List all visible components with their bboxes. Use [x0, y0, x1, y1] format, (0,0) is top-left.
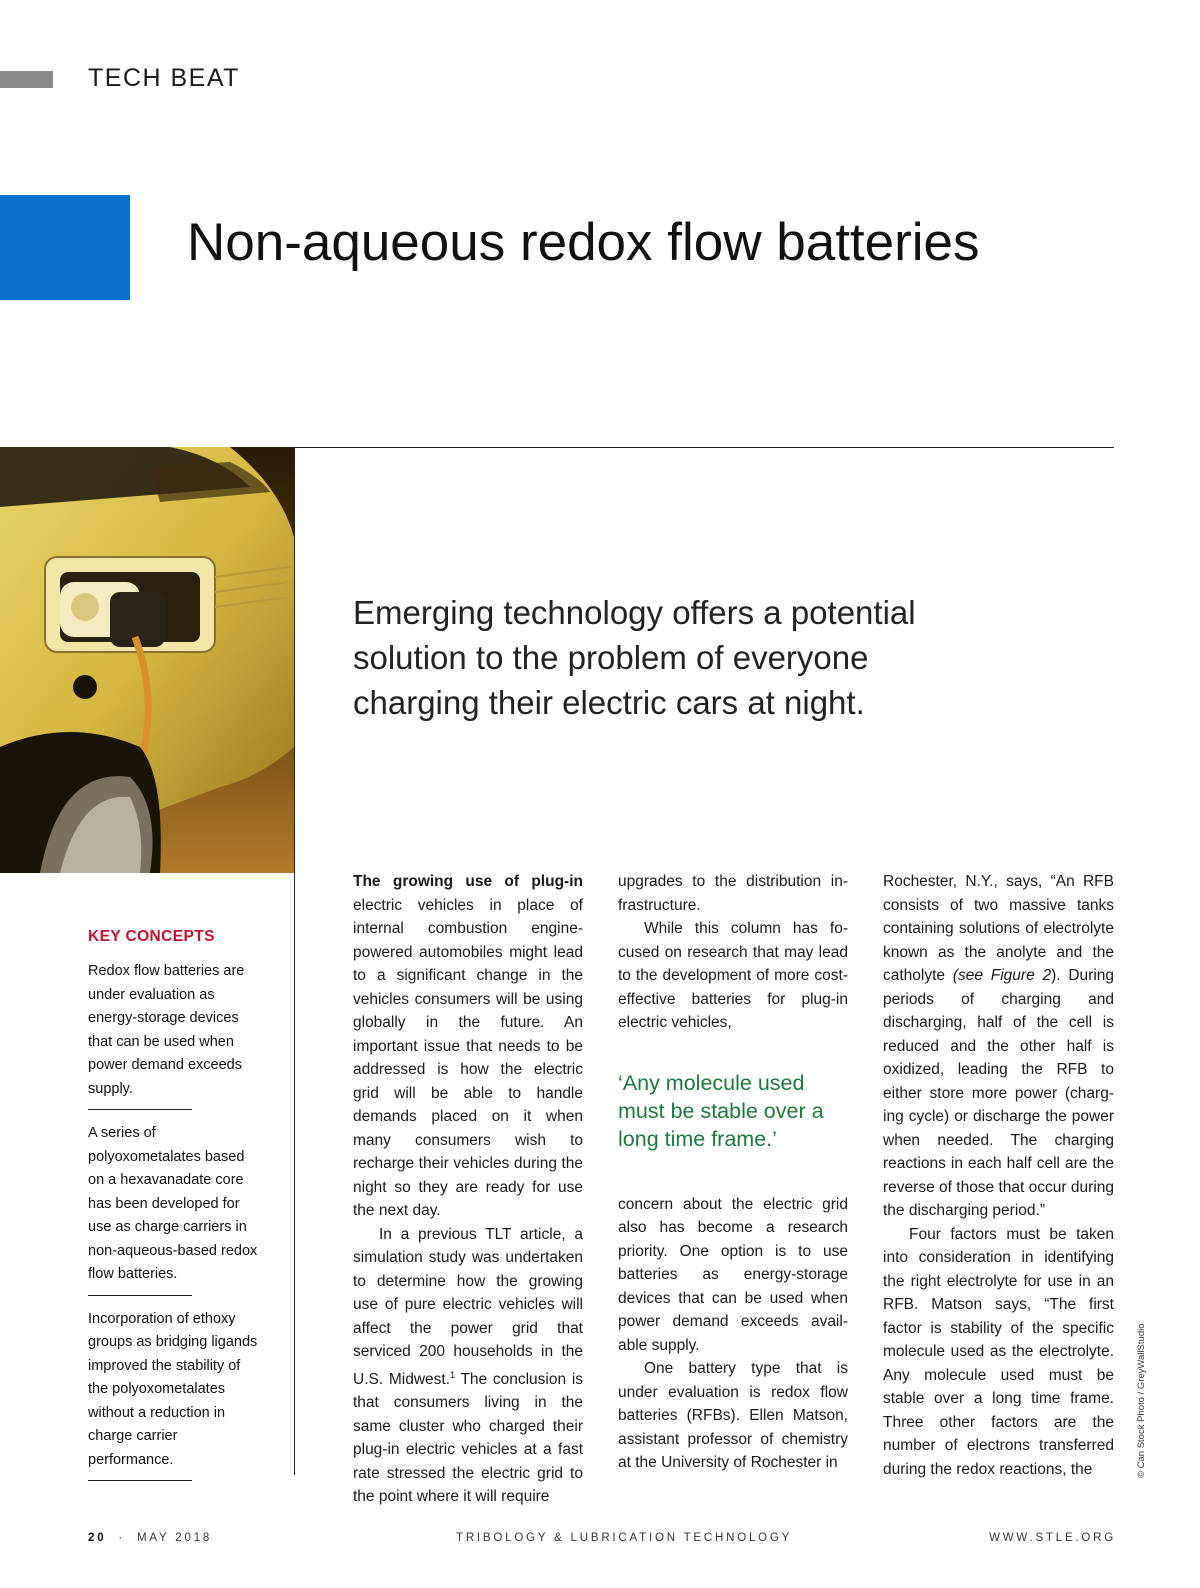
- body-paragraph: [883, 870, 1114, 1223]
- footer-separator: ·: [118, 1532, 126, 1544]
- key-concepts-title: KEY CONCEPTS: [88, 928, 215, 945]
- body-paragraph: While this column has focused on research that may lead to the development of more cost-effective batteries for plug-in electric vehicles,: [618, 920, 848, 1031]
- footer-page-info: [88, 1532, 212, 1544]
- key-concept-text: A series of polyoxometalates based on a hexavanadate core has been developed for use as charge carriers in non-aqueous-based redox flow batteries.: [88, 1125, 258, 1282]
- article-headline: Non-aqueous redox flow batteries: [187, 213, 980, 272]
- paragraph-text: In a previous TLT article, a simulation study was undertaken to determine how the growing use of pure electric vehicles will affect the power grid that serviced 200 households in the U.S. Midwest.: [353, 1225, 583, 1388]
- key-concept-item: [88, 1122, 258, 1296]
- column-divider-rule: [294, 447, 295, 1475]
- ev-charging-photo: [0, 447, 294, 873]
- pull-quote: ‘Any molecule used must be stable over a long time frame.’: [618, 1070, 824, 1151]
- body-column-1: [353, 870, 583, 1509]
- page-number: 20: [88, 1532, 107, 1544]
- website-url: WWW.STLE.ORG: [989, 1532, 1116, 1544]
- figure-reference: (see Figure 2: [952, 967, 1052, 984]
- accent-block: [0, 195, 130, 300]
- lead-in: The growing use of plug-in: [353, 873, 583, 890]
- body-column-3: [883, 870, 1114, 1481]
- photo-credit: © Can Stock Photo / GreyWallStudio: [1136, 1323, 1147, 1478]
- key-concepts-box: [88, 928, 258, 1493]
- ev-charging-illustration: [0, 447, 294, 873]
- footnote-ref: 1: [450, 1369, 456, 1380]
- body-paragraph: upgrades to the distribution infrastructure.: [618, 873, 848, 914]
- key-concept-text: Redox flow batteries are under evaluation as energy-storage devices that can be used when power demand exceeds supply.: [88, 963, 245, 1097]
- body-column-2: [618, 870, 848, 1475]
- deck-line: charging their electric cars at night.: [353, 684, 865, 721]
- article-deck: [353, 590, 1093, 725]
- body-paragraph: [353, 1223, 583, 1509]
- deck-line: solution to the problem of everyone: [353, 639, 869, 676]
- paragraph-text: electric vehicles in place of internal combustion engine-powered automobiles might lead to a significant change in the vehicles consumers will be using globally in the future. An important issue that needs to be addressed is how the electric grid will be able to handle demands placed on it when many consumers wish to recharge their vehicles during the night so they are ready for use the next day.: [353, 896, 583, 1219]
- publication-name: TRIBOLOGY & LUBRICATION TECHNOLOGY: [456, 1532, 793, 1544]
- section-label: TECH BEAT: [88, 64, 240, 92]
- body-paragraph: One battery type that is under evaluation is redox flow batteries (RFBs). Ellen Matson, assistant professor of chemistry at the University of Rochester in: [618, 1360, 848, 1471]
- key-concept-item: [88, 1308, 258, 1482]
- body-paragraph: concern about the electric grid also has become a research priority. One option is to use batteries as energy-storage devices that can be used when power demand exceeds available supply.: [618, 1195, 848, 1354]
- deck-line: Emerging technology offers a potential: [353, 594, 916, 631]
- paragraph-text: ). During periods of charging and discharging, half of the cell is reduced and the other half is oxidized, leading the RFB to either store more power (charging cycle) or discharge the power when needed. The charging reactions in each half cell are the reverse of those that occur during the discharging period.”: [883, 967, 1114, 1219]
- issue-date: MAY 2018: [137, 1532, 213, 1544]
- body-paragraph: [353, 870, 583, 1223]
- key-concept-text: Incorporation of ethoxy groups as bridging ligands improved the stability of the polyoxometalates without a reduction in charge carrier performance.: [88, 1310, 258, 1468]
- paragraph-text: The conclusion is that consumers living in the same cluster who charged their plug-in electric vehicles at a fast rate stressed the electric grid to the point where it will require: [353, 1370, 584, 1506]
- top-rule: [294, 447, 1114, 448]
- section-marker-bar: [0, 71, 53, 88]
- body-paragraph: Four factors must be taken into consideration in identifying the right electrolyte for use in an RFB. Matson says, “The first factor is stability of the specific molecule used as the electrolyte. Any molecule used must be stable over a long time frame. Three other factors are the number of electrons transferred during the redox reactions, the: [883, 1225, 1114, 1478]
- key-concept-item: [88, 960, 245, 1110]
- paragraph-text: Rochester, N.Y., says, “An RFB consists of two massive tanks containing solutions of electrolyte known as the anolyte and the catholyte: [883, 873, 1114, 984]
